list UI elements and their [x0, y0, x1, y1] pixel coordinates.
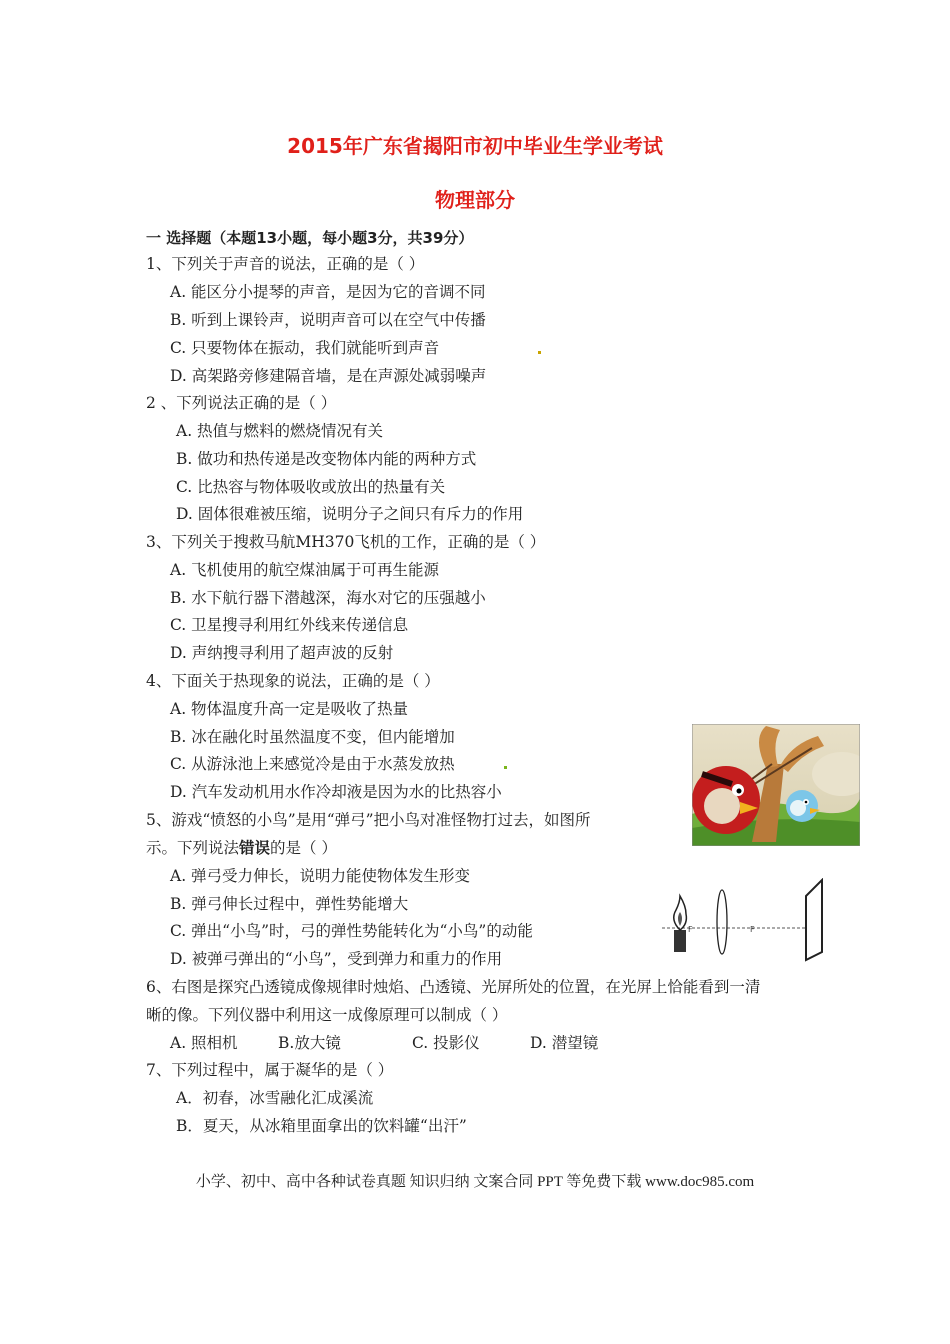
exam-title: 2015年广东省揭阳市初中毕业生学业考试 [287, 134, 663, 158]
q4-option-a: A. 物体温度升高一定是吸收了热量 [170, 700, 409, 718]
q5-stem-emphasis: 错误 [239, 838, 271, 857]
q4-stem: 4、下面关于热现象的说法，正确的是（ ） [146, 672, 440, 690]
q6-stem-line2: 晰的像。下列仪器中利用这一成像原理可以制成（ ） [146, 1006, 508, 1024]
q1-option-c: C. 只要物体在振动，我们就能听到声音 [170, 339, 440, 357]
q5-option-d: D. 被弹弓弹出的“小鸟”，受到弹力和重力的作用 [170, 950, 503, 968]
q1-stem: 1、下列关于声音的说法，正确的是（ ） [146, 255, 425, 273]
q2-option-b: B. 做功和热传递是改变物体内能的两种方式 [176, 450, 477, 468]
q5-option-b: B. 弹弓伸长过程中，弹性势能增大 [170, 895, 409, 913]
q5-stem-line1: 5、游戏“愤怒的小鸟”是用“弹弓”把小鸟对准怪物打过去，如图所 [146, 811, 591, 829]
angry-birds-figure [692, 724, 860, 846]
q6-option-a: A. 照相机 [170, 1034, 238, 1052]
q5-stem-post: 的是（ ） [270, 839, 337, 857]
stray-mark [538, 351, 541, 354]
q5-option-c: C. 弹出“小鸟”时，弓的弹性势能转化为“小鸟”的动能 [170, 922, 533, 940]
q2-stem: 2 、下列说法正确的是（ ） [146, 394, 337, 412]
q3-option-b: B. 水下航行器下潜越深，海水对它的压强越小 [170, 589, 486, 607]
q1-option-d: D. 高架路旁修建隔音墙，是在声源处减弱噪声 [170, 367, 487, 385]
svg-text:F: F [688, 925, 693, 934]
page-footer: 小学、初中、高中各种试卷真题 知识归纳 文案合同 PPT 等免费下载 www.doc985.com [195, 1174, 755, 1190]
exam-subtitle: 物理部分 [435, 188, 515, 212]
q3-stem: 3、下列关于搜救马航MH370飞机的工作，正确的是（ ） [146, 533, 546, 551]
convex-lens-figure [660, 878, 832, 962]
q3-option-c: C. 卫星搜寻利用红外线来传递信息 [170, 616, 409, 634]
q2-option-d: D. 固体很难被压缩，说明分子之间只有斥力的作用 [176, 505, 524, 523]
q5-stem-line2 [146, 838, 337, 858]
q2-option-c: C. 比热容与物体吸收或放出的热量有关 [176, 478, 446, 496]
q6-stem-line1: 6、右图是探究凸透镜成像规律时烛焰、凸透镜、光屏所处的位置，在光屏上恰能看到一清 [146, 978, 761, 996]
q1-option-b: B. 听到上课铃声，说明声音可以在空气中传播 [170, 311, 486, 329]
section-heading: 一 选择题（本题13小题，每小题3分，共39分） [146, 229, 474, 247]
q2-option-a: A. 热值与燃料的燃烧情况有关 [176, 422, 384, 440]
q5-option-a: A. 弹弓受力伸长，说明力能使物体发生形变 [170, 867, 471, 885]
q3-option-a: A. 飞机使用的航空煤油属于可再生能源 [170, 561, 440, 579]
q6-option-b: B.放大镜 [278, 1034, 341, 1052]
q1-option-a: A. 能区分小提琴的声音，是因为它的音调不同 [170, 283, 486, 301]
q4-option-d: D. 汽车发动机用水作冷却液是因为水的比热容小 [170, 783, 502, 801]
q7-stem: 7、下列过程中，属于凝华的是（ ） [146, 1061, 394, 1079]
q6-option-c: C. 投影仪 [412, 1034, 480, 1052]
q6-option-d: D. 潜望镜 [530, 1034, 599, 1052]
q5-stem-pre: 示。下列说法 [146, 839, 240, 857]
stray-mark [504, 766, 507, 769]
q3-option-d: D. 声纳搜寻利用了超声波的反射 [170, 644, 394, 662]
q7-option-b: B．夏天，从冰箱里面拿出的饮料罐“出汗” [176, 1117, 467, 1135]
q4-option-b: B. 冰在融化时虽然温度不变，但内能增加 [170, 728, 455, 746]
q7-option-a: A．初春，冰雪融化汇成溪流 [176, 1089, 374, 1107]
svg-text:F: F [750, 925, 755, 934]
q4-option-c: C. 从游泳池上来感觉冷是由于水蒸发放热 [170, 755, 455, 773]
